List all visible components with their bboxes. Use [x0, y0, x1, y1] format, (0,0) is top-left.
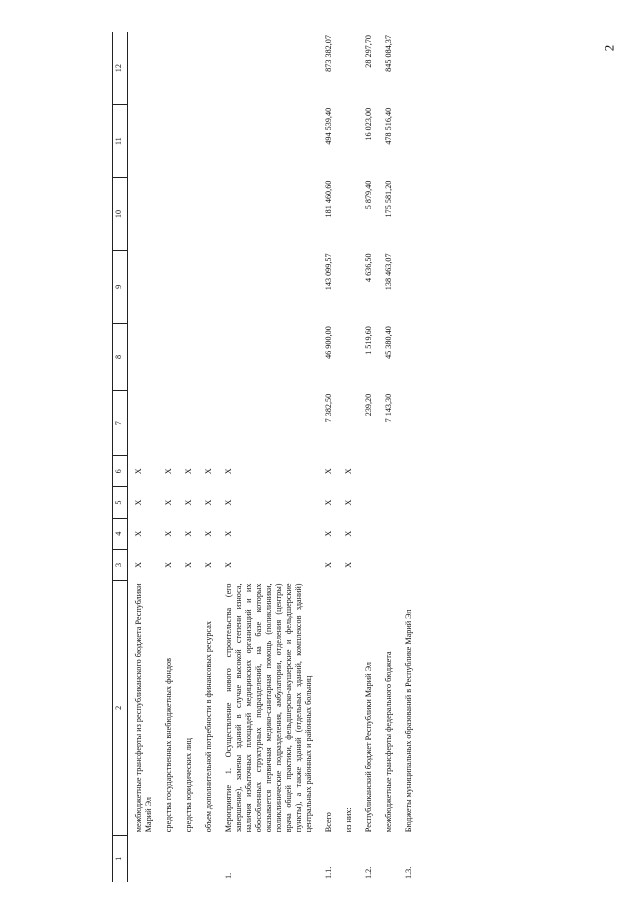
cell-col-3	[358, 549, 378, 580]
row-name: Мероприятие 1. Осуществление нового строительства (его завершение), замены зданий в случае высокой степени износа, наличия избыточных площадей медицинских организаций и их обособленных структурных подразделений, на базе которых оказывается первичная медико-санитарная помощь (поликлиники, поликлинические подразделения, амбулатории, отделения (центры) врача общей практики, фельдшерско-акушерские и фельдшерские пункты), а также зданий (отдельных зданий, комплексов зданий) центральных районных и районных больниц	[224, 583, 313, 833]
rotated-table-container	[112, 32, 544, 882]
cell-col-7	[158, 391, 178, 456]
cell-col-10	[398, 178, 418, 251]
cell-col-4	[398, 518, 418, 549]
cell-col-10: 181 460,60	[324, 180, 333, 218]
cell-col-8	[178, 323, 198, 391]
row-name: межбюджетные трансферты федерального бюджета	[384, 651, 393, 833]
cell-col-8	[218, 323, 318, 391]
cell-col-12	[218, 32, 318, 105]
cell-col-5: X	[184, 499, 193, 506]
cell-col-4	[358, 518, 378, 549]
table-row	[378, 32, 398, 882]
cell-col-6: X	[324, 468, 333, 475]
row-number	[178, 835, 198, 882]
cell-col-3: X	[184, 561, 193, 568]
cell-col-10	[128, 178, 159, 251]
table-row	[158, 32, 178, 882]
cell-col-5: X	[134, 499, 143, 506]
cell-col-11	[398, 105, 418, 178]
cell-col-8	[338, 323, 358, 391]
cell-col-12	[178, 32, 198, 105]
cell-col-8: 46 900,00	[324, 326, 333, 359]
cell-col-5	[378, 487, 398, 518]
row-number	[128, 835, 159, 882]
row-number	[338, 835, 358, 882]
cell-col-3: X	[344, 561, 353, 568]
cell-col-5: X	[164, 499, 173, 506]
cell-col-12	[338, 32, 358, 105]
header-col-12: 12	[113, 32, 128, 105]
cell-col-4: X	[224, 530, 233, 537]
cell-col-5: X	[324, 499, 333, 506]
table-row	[398, 32, 418, 882]
cell-col-10: 5 879,40	[364, 180, 373, 210]
cell-col-12	[198, 32, 218, 105]
cell-col-11	[218, 105, 318, 178]
table-row	[198, 32, 218, 882]
cell-col-3	[378, 549, 398, 580]
cell-col-8	[398, 323, 418, 391]
header-col-5: 5	[113, 487, 128, 518]
cell-col-9	[218, 250, 318, 323]
cell-col-12	[398, 32, 418, 105]
cell-col-11	[198, 105, 218, 178]
cell-col-9	[198, 250, 218, 323]
header-col-7: 7	[113, 391, 128, 456]
cell-col-8	[128, 323, 159, 391]
cell-col-10	[338, 178, 358, 251]
cell-col-11: 478 516,40	[384, 107, 393, 145]
cell-col-10	[218, 178, 318, 251]
cell-col-7	[338, 391, 358, 456]
cell-col-7: 239,20	[364, 393, 373, 417]
header-col-6: 6	[113, 456, 128, 487]
row-number: 1.2.	[364, 866, 373, 879]
table-row	[128, 32, 159, 882]
cell-col-7	[218, 391, 318, 456]
row-name: из них:	[344, 807, 353, 833]
row-name: средства юридических лиц	[184, 738, 193, 833]
cell-col-4: X	[164, 530, 173, 537]
cell-col-9	[338, 250, 358, 323]
cell-col-4: X	[184, 530, 193, 537]
cell-col-12	[158, 32, 178, 105]
cell-col-6: X	[134, 468, 143, 475]
table-row	[178, 32, 198, 882]
cell-col-11	[128, 105, 159, 178]
row-number: 1.	[224, 872, 233, 879]
cell-col-12: 873 382,07	[324, 35, 333, 72]
cell-col-11	[338, 105, 358, 178]
row-number	[378, 835, 398, 882]
cell-col-3	[398, 549, 418, 580]
header-col-4: 4	[113, 518, 128, 549]
cell-col-9	[128, 250, 159, 323]
cell-col-6	[398, 456, 418, 487]
cell-col-6	[378, 456, 398, 487]
cell-col-4: X	[204, 530, 213, 537]
cell-col-7: 7 382,50	[324, 393, 333, 423]
cell-col-9	[158, 250, 178, 323]
cell-col-12	[128, 32, 159, 105]
cell-col-7	[398, 391, 418, 456]
header-col-1: 1	[113, 835, 128, 882]
cell-col-3: X	[224, 561, 233, 568]
row-name: объем дополнительной потребности в финансовых ресурсах	[204, 621, 213, 833]
cell-col-4: X	[324, 530, 333, 537]
cell-col-4	[378, 518, 398, 549]
cell-col-6: X	[204, 468, 213, 475]
cell-col-4: X	[134, 530, 143, 537]
cell-col-7	[128, 391, 159, 456]
cell-col-9: 4 636,50	[364, 253, 373, 283]
header-col-10: 10	[113, 178, 128, 251]
row-number: 1.1.	[324, 866, 333, 879]
budget-table	[112, 32, 418, 882]
table-row	[318, 32, 338, 882]
header-col-11: 11	[113, 105, 128, 178]
row-name: Республиканский бюджет Республики Марий Эл	[364, 662, 373, 833]
header-col-3: 3	[113, 549, 128, 580]
page-number: 2	[601, 44, 617, 52]
cell-col-3: X	[134, 561, 143, 568]
row-number	[158, 835, 178, 882]
cell-col-7	[178, 391, 198, 456]
cell-col-3: X	[164, 561, 173, 568]
row-name: Всего	[324, 812, 333, 833]
row-name: средства государственных внебюджетных фондов	[164, 658, 173, 833]
cell-col-12: 845 084,37	[384, 35, 393, 72]
table-row	[358, 32, 378, 882]
cell-col-6: X	[224, 468, 233, 475]
cell-col-6: X	[164, 468, 173, 475]
row-name: Бюджеты муниципальных образований в Республике Марий Эл	[404, 609, 413, 833]
cell-col-8	[198, 323, 218, 391]
cell-col-11: 16 023,00	[364, 107, 373, 141]
cell-col-11: 494 539,40	[324, 107, 333, 145]
header-row	[113, 32, 128, 882]
cell-col-9	[178, 250, 198, 323]
cell-col-3: X	[204, 561, 213, 568]
cell-col-10: 175 581,20	[384, 180, 393, 218]
row-name: межбюджетные трансферты из республиканского бюджета Республики Марий Эл	[134, 583, 153, 833]
cell-col-9: 143 099,57	[324, 253, 333, 291]
cell-col-7	[198, 391, 218, 456]
header-col-9: 9	[113, 250, 128, 323]
cell-col-5	[358, 487, 378, 518]
header-col-8: 8	[113, 323, 128, 391]
table-row	[218, 32, 318, 882]
cell-col-10	[178, 178, 198, 251]
cell-col-10	[158, 178, 178, 251]
table-row	[338, 32, 358, 882]
cell-col-8: 45 380,40	[384, 326, 393, 359]
cell-col-5: X	[224, 499, 233, 506]
header-col-2: 2	[113, 580, 128, 835]
cell-col-9	[398, 250, 418, 323]
cell-col-3: X	[324, 561, 333, 568]
cell-col-8: 1 519,60	[364, 326, 373, 355]
cell-col-5: X	[204, 499, 213, 506]
cell-col-12: 28 297,70	[364, 35, 373, 68]
cell-col-9: 138 463,07	[384, 253, 393, 291]
cell-col-6: X	[184, 468, 193, 475]
cell-col-5	[398, 487, 418, 518]
cell-col-5: X	[344, 499, 353, 506]
cell-col-6: X	[344, 468, 353, 475]
cell-col-10	[198, 178, 218, 251]
cell-col-8	[158, 323, 178, 391]
cell-col-7: 7 143,30	[384, 393, 393, 423]
cell-col-4: X	[344, 530, 353, 537]
cell-col-11	[158, 105, 178, 178]
row-number: 1.3.	[404, 866, 413, 879]
cell-col-11	[178, 105, 198, 178]
cell-col-6	[358, 456, 378, 487]
row-number	[198, 835, 218, 882]
